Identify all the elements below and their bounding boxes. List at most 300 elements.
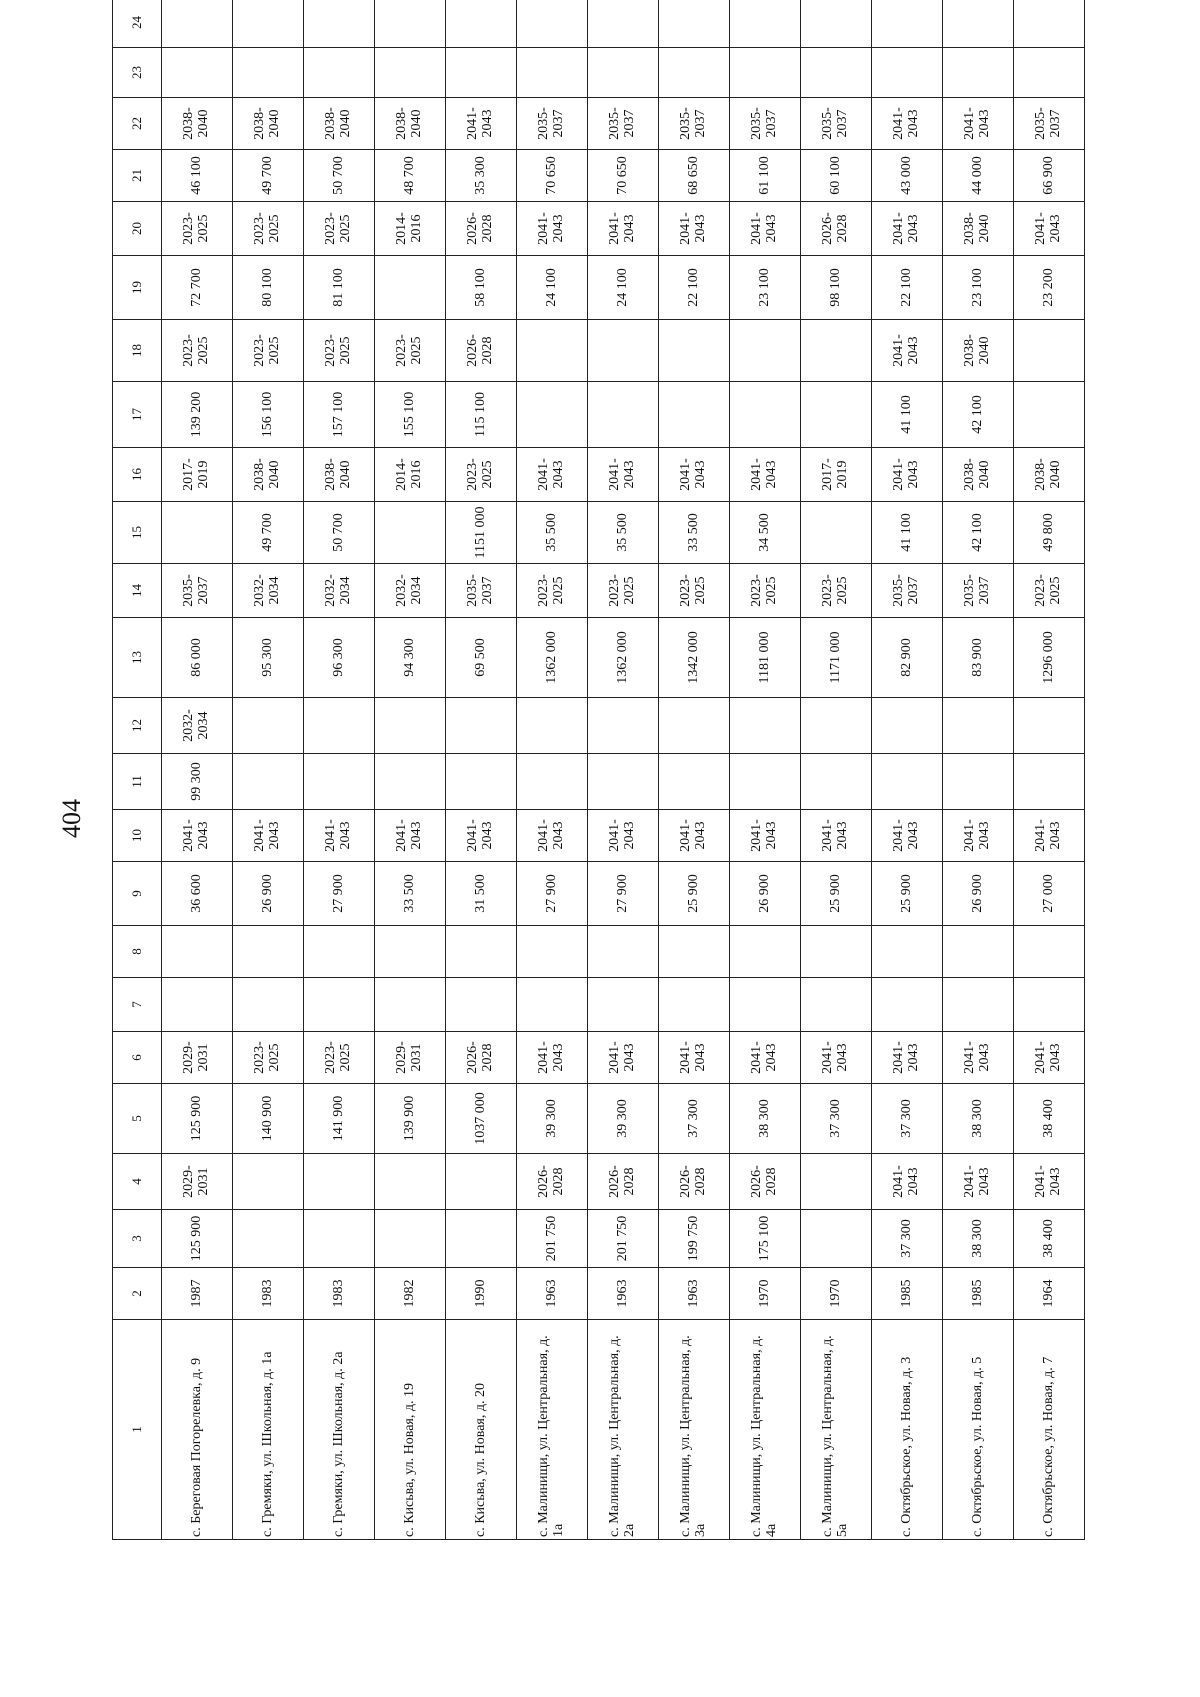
table-cell: [801, 0, 872, 48]
table-cell: [446, 926, 517, 978]
table-cell: 68 650: [659, 150, 730, 202]
table-cell: 2032-2034: [162, 698, 233, 754]
table-cell: [446, 698, 517, 754]
table-cell: 2023-2025: [162, 202, 233, 256]
table-cell: [801, 1210, 872, 1268]
table-cell: 42 100: [943, 502, 1014, 564]
table-cell: 2041-2043: [588, 448, 659, 502]
table-cell: 141 900: [304, 1084, 375, 1154]
address-cell: с. Октябрьское, ул. Новая, д. 5: [943, 1320, 1014, 1540]
table-cell: 2041-2043: [588, 202, 659, 256]
table-cell: 201 750: [517, 1210, 588, 1268]
table-cell: 2035-2037: [730, 98, 801, 150]
rotated-table-wrapper: [112, 16, 1063, 1540]
column-number-cell: 19: [113, 256, 162, 320]
table-cell: 60 100: [801, 150, 872, 202]
table-cell: 2017-2019: [162, 448, 233, 502]
table-cell: [801, 978, 872, 1032]
table-cell: [162, 502, 233, 564]
table-cell: 2041-2043: [588, 1032, 659, 1084]
table-cell: [1014, 754, 1085, 810]
table-cell: [233, 48, 304, 98]
table-cell: 2041-2043: [801, 1032, 872, 1084]
table-cell: 2023-2025: [375, 320, 446, 382]
table-cell: 2041-2043: [730, 448, 801, 502]
table-cell: [233, 698, 304, 754]
table-cell: [304, 698, 375, 754]
table-cell: 69 500: [446, 618, 517, 698]
table-cell: 2026-2028: [446, 1032, 517, 1084]
table-cell: [233, 0, 304, 48]
table-cell: 49 700: [233, 150, 304, 202]
table-cell: 38 300: [730, 1084, 801, 1154]
table-cell: 37 300: [872, 1210, 943, 1268]
table-cell: [233, 754, 304, 810]
table-cell: 2041-2043: [304, 810, 375, 862]
table-cell: 80 100: [233, 256, 304, 320]
table-cell: 2035-2037: [162, 564, 233, 618]
table-cell: 83 900: [943, 618, 1014, 698]
table-cell: 2032-2034: [375, 564, 446, 618]
table-cell: [588, 382, 659, 448]
table-cell: 201 750: [588, 1210, 659, 1268]
table-cell: 2041-2043: [1014, 810, 1085, 862]
table-cell: 37 300: [872, 1084, 943, 1154]
table-cell: 2041-2043: [730, 1032, 801, 1084]
column-number-cell: 22: [113, 98, 162, 150]
table-cell: [588, 926, 659, 978]
table-cell: [872, 926, 943, 978]
table-cell: 27 000: [1014, 862, 1085, 926]
table-cell: 39 300: [588, 1084, 659, 1154]
table-cell: 2023-2025: [517, 564, 588, 618]
table-cell: [588, 0, 659, 48]
table-cell: 2041-2043: [659, 448, 730, 502]
table-cell: [730, 754, 801, 810]
table-cell: [943, 978, 1014, 1032]
table-cell: [588, 48, 659, 98]
table-cell: [162, 0, 233, 48]
table-cell: 27 900: [304, 862, 375, 926]
table-cell: [517, 48, 588, 98]
table-cell: [659, 698, 730, 754]
table-cell: 86 000: [162, 618, 233, 698]
table-cell: 46 100: [162, 150, 233, 202]
table-frame: [112, 16, 1063, 1540]
column-number-cell: 18: [113, 320, 162, 382]
table-cell: [304, 48, 375, 98]
table-cell: [233, 1154, 304, 1210]
table-cell: 175 100: [730, 1210, 801, 1268]
table-cell: 2029-2031: [162, 1032, 233, 1084]
table-cell: 1296 000: [1014, 618, 1085, 698]
table-cell: [233, 978, 304, 1032]
table-cell: [659, 382, 730, 448]
table-cell: [588, 754, 659, 810]
table-cell: [730, 926, 801, 978]
table-cell: 1985: [943, 1268, 1014, 1320]
table-cell: 2038-2040: [304, 98, 375, 150]
table-cell: 82 900: [872, 618, 943, 698]
table-cell: [1014, 320, 1085, 382]
address-cell: с. Береговая Погорелевка, д. 9: [162, 1320, 233, 1540]
table-cell: 139 900: [375, 1084, 446, 1154]
table-cell: [588, 698, 659, 754]
table-cell: [659, 926, 730, 978]
table-cell: [730, 978, 801, 1032]
table-cell: [162, 48, 233, 98]
table-cell: 156 100: [233, 382, 304, 448]
table-cell: 2041-2043: [1014, 1032, 1085, 1084]
table-cell: 139 200: [162, 382, 233, 448]
table-cell: 125 900: [162, 1084, 233, 1154]
table-cell: [730, 0, 801, 48]
table-cell: 1963: [517, 1268, 588, 1320]
table-cell: [872, 48, 943, 98]
table-cell: 66 900: [1014, 150, 1085, 202]
table-cell: [446, 48, 517, 98]
table-cell: 38 300: [943, 1210, 1014, 1268]
column-number-cell: 23: [113, 48, 162, 98]
table-cell: [801, 754, 872, 810]
table-cell: 2041-2043: [943, 1032, 1014, 1084]
table-cell: 2023-2025: [162, 320, 233, 382]
table-cell: 35 300: [446, 150, 517, 202]
column-number-row: [113, 0, 162, 1540]
table-cell: 1151 000: [446, 502, 517, 564]
table-row: [659, 0, 730, 1540]
table-cell: 58 100: [446, 256, 517, 320]
column-number-cell: 21: [113, 150, 162, 202]
table-cell: 99 300: [162, 754, 233, 810]
table-cell: 70 650: [588, 150, 659, 202]
table-cell: 33 500: [659, 502, 730, 564]
table-cell: 2038-2040: [943, 202, 1014, 256]
table-cell: 96 300: [304, 618, 375, 698]
table-cell: 2023-2025: [730, 564, 801, 618]
table-cell: 2041-2043: [162, 810, 233, 862]
table-cell: 2035-2037: [801, 98, 872, 150]
table-cell: 1983: [304, 1268, 375, 1320]
table-cell: [375, 926, 446, 978]
table-cell: 2038-2040: [233, 98, 304, 150]
table-cell: 1990: [446, 1268, 517, 1320]
table-cell: 125 900: [162, 1210, 233, 1268]
table-row: [588, 0, 659, 1540]
table-cell: 2041-2043: [801, 810, 872, 862]
table-cell: 2014-2016: [375, 202, 446, 256]
table-cell: 2041-2043: [446, 98, 517, 150]
table-cell: 1963: [588, 1268, 659, 1320]
table-cell: [801, 1154, 872, 1210]
table-cell: 41 100: [872, 382, 943, 448]
table-cell: 2026-2028: [730, 1154, 801, 1210]
table-cell: [233, 926, 304, 978]
table-cell: [304, 926, 375, 978]
table-cell: 2041-2043: [659, 1032, 730, 1084]
table-cell: [517, 698, 588, 754]
table-cell: [517, 978, 588, 1032]
table-cell: 2029-2031: [162, 1154, 233, 1210]
table-cell: 72 700: [162, 256, 233, 320]
table-cell: [517, 0, 588, 48]
table-cell: 31 500: [446, 862, 517, 926]
table-cell: 38 400: [1014, 1084, 1085, 1154]
table-cell: [659, 48, 730, 98]
table-cell: 39 300: [517, 1084, 588, 1154]
table-cell: 1362 000: [517, 618, 588, 698]
table-cell: [943, 698, 1014, 754]
table-cell: 2041-2043: [588, 810, 659, 862]
table-cell: 1970: [801, 1268, 872, 1320]
table-cell: 2035-2037: [943, 564, 1014, 618]
table-cell: 49 700: [233, 502, 304, 564]
table-cell: 37 300: [659, 1084, 730, 1154]
table-cell: 22 100: [872, 256, 943, 320]
table-cell: 2023-2025: [446, 448, 517, 502]
table-cell: 2041-2043: [517, 448, 588, 502]
table-cell: 2041-2043: [872, 810, 943, 862]
table-cell: 2029-2031: [375, 1032, 446, 1084]
table-cell: 70 650: [517, 150, 588, 202]
table-cell: 1982: [375, 1268, 446, 1320]
table-cell: 50 700: [304, 150, 375, 202]
table-cell: 2032-2034: [233, 564, 304, 618]
column-number-cell: 1: [113, 1320, 162, 1540]
table-cell: 199 750: [659, 1210, 730, 1268]
table-cell: 36 600: [162, 862, 233, 926]
table-cell: [446, 1154, 517, 1210]
table-cell: 26 900: [943, 862, 1014, 926]
table-cell: 23 100: [730, 256, 801, 320]
table-cell: [872, 978, 943, 1032]
table-cell: 2023-2025: [233, 1032, 304, 1084]
table-cell: 157 100: [304, 382, 375, 448]
table-cell: 2023-2025: [801, 564, 872, 618]
table-cell: 2038-2040: [304, 448, 375, 502]
table-cell: 2038-2040: [162, 98, 233, 150]
table-cell: 2041-2043: [872, 202, 943, 256]
table-cell: 2023-2025: [588, 564, 659, 618]
column-number-cell: 5: [113, 1084, 162, 1154]
table-cell: 2041-2043: [446, 810, 517, 862]
table-cell: [659, 320, 730, 382]
table-cell: 1037 000: [446, 1084, 517, 1154]
table-cell: [517, 382, 588, 448]
column-number-cell: 11: [113, 754, 162, 810]
table-cell: 2038-2040: [233, 448, 304, 502]
repair-schedule-table: [112, 0, 1085, 1540]
column-number-cell: 15: [113, 502, 162, 564]
table-cell: 38 300: [943, 1084, 1014, 1154]
table-cell: 2041-2043: [872, 1154, 943, 1210]
table-cell: 25 900: [872, 862, 943, 926]
table-cell: 2026-2028: [659, 1154, 730, 1210]
table-cell: [943, 754, 1014, 810]
table-row: [233, 0, 304, 1540]
column-number-cell: 2: [113, 1268, 162, 1320]
table-cell: [375, 502, 446, 564]
table-cell: 2041-2043: [375, 810, 446, 862]
address-cell: с. Октябрьское, ул. Новая, д. 3: [872, 1320, 943, 1540]
column-number-cell: 7: [113, 978, 162, 1032]
table-cell: [375, 256, 446, 320]
address-cell: с. Малинищи, ул. Центральная, д. 2а: [588, 1320, 659, 1540]
address-cell: с. Малинищи, ул. Центральная, д. 5а: [801, 1320, 872, 1540]
table-cell: 1963: [659, 1268, 730, 1320]
table-cell: 1964: [1014, 1268, 1085, 1320]
table-cell: 50 700: [304, 502, 375, 564]
table-cell: 2035-2037: [872, 564, 943, 618]
table-cell: 2041-2043: [659, 810, 730, 862]
address-cell: с. Малинищи, ул. Центральная, д. 1а: [517, 1320, 588, 1540]
table-cell: 35 500: [588, 502, 659, 564]
table-cell: 2026-2028: [588, 1154, 659, 1210]
table-cell: [517, 754, 588, 810]
table-cell: [375, 1210, 446, 1268]
table-cell: 2035-2037: [588, 98, 659, 150]
table-cell: [375, 978, 446, 1032]
table-cell: 2041-2043: [943, 810, 1014, 862]
table-cell: 2035-2037: [659, 98, 730, 150]
table-cell: 2041-2043: [943, 98, 1014, 150]
table-row: [1014, 0, 1085, 1540]
table-cell: 27 900: [517, 862, 588, 926]
table-cell: [872, 0, 943, 48]
table-cell: 38 400: [1014, 1210, 1085, 1268]
table-cell: [730, 698, 801, 754]
address-cell: с. Гремяки, ул. Школьная, д. 2а: [304, 1320, 375, 1540]
table-cell: [517, 320, 588, 382]
table-cell: 2023-2025: [304, 320, 375, 382]
table-cell: 1171 000: [801, 618, 872, 698]
table-cell: [943, 48, 1014, 98]
table-cell: [446, 754, 517, 810]
table-cell: 2035-2037: [517, 98, 588, 150]
table-cell: 37 300: [801, 1084, 872, 1154]
table-cell: [375, 0, 446, 48]
table-cell: 25 900: [659, 862, 730, 926]
table-row: [730, 0, 801, 1540]
table-cell: 24 100: [517, 256, 588, 320]
column-number-cell: 3: [113, 1210, 162, 1268]
table-cell: [304, 1210, 375, 1268]
table-cell: 33 500: [375, 862, 446, 926]
table-cell: 27 900: [588, 862, 659, 926]
table-cell: 94 300: [375, 618, 446, 698]
table-cell: 2041-2043: [872, 448, 943, 502]
table-cell: 140 900: [233, 1084, 304, 1154]
table-cell: 2041-2043: [730, 810, 801, 862]
table-cell: 2035-2037: [446, 564, 517, 618]
table-cell: 43 000: [872, 150, 943, 202]
table-cell: 2035-2037: [1014, 98, 1085, 150]
table-cell: 25 900: [801, 862, 872, 926]
table-cell: 1970: [730, 1268, 801, 1320]
table-cell: [375, 1154, 446, 1210]
table-cell: 2023-2025: [233, 320, 304, 382]
table-cell: 2038-2040: [943, 320, 1014, 382]
table-cell: [659, 754, 730, 810]
column-number-cell: 24: [113, 0, 162, 48]
table-cell: 2041-2043: [659, 202, 730, 256]
table-cell: 2038-2040: [1014, 448, 1085, 502]
table-cell: [872, 698, 943, 754]
table-cell: [1014, 926, 1085, 978]
column-number-cell: 10: [113, 810, 162, 862]
page-number: 404: [57, 799, 86, 838]
table-cell: [375, 754, 446, 810]
table-cell: [730, 382, 801, 448]
table-cell: [801, 698, 872, 754]
column-number-cell: 12: [113, 698, 162, 754]
table-row: [304, 0, 375, 1540]
table-cell: 49 800: [1014, 502, 1085, 564]
table-cell: [304, 978, 375, 1032]
table-cell: 22 100: [659, 256, 730, 320]
column-number-cell: 4: [113, 1154, 162, 1210]
table-cell: 2041-2043: [517, 1032, 588, 1084]
column-number-cell: 13: [113, 618, 162, 698]
table-row: [446, 0, 517, 1540]
table-cell: 2014-2016: [375, 448, 446, 502]
table-cell: 2038-2040: [943, 448, 1014, 502]
table-cell: 155 100: [375, 382, 446, 448]
column-number-cell: 8: [113, 926, 162, 978]
column-number-cell: 17: [113, 382, 162, 448]
column-number-cell: 20: [113, 202, 162, 256]
table-cell: 1342 000: [659, 618, 730, 698]
column-number-cell: 16: [113, 448, 162, 502]
table-row: [375, 0, 446, 1540]
column-number-cell: 14: [113, 564, 162, 618]
table-cell: 2026-2028: [446, 202, 517, 256]
table-cell: [446, 1210, 517, 1268]
table-cell: [801, 382, 872, 448]
table-cell: [1014, 48, 1085, 98]
table-cell: 1181 000: [730, 618, 801, 698]
table-cell: 34 500: [730, 502, 801, 564]
table-cell: [517, 926, 588, 978]
table-row: [517, 0, 588, 1540]
table-cell: [375, 698, 446, 754]
table-row: [801, 0, 872, 1540]
table-cell: [659, 978, 730, 1032]
table-cell: [1014, 0, 1085, 48]
table-cell: [730, 320, 801, 382]
address-cell: с. Кисьва, ул. Новая, д. 19: [375, 1320, 446, 1540]
table-cell: [162, 978, 233, 1032]
table-cell: 24 100: [588, 256, 659, 320]
address-cell: с. Малинищи, ул. Центральная, д. 4а: [730, 1320, 801, 1540]
table-cell: 23 100: [943, 256, 1014, 320]
table-cell: 2023-2025: [304, 1032, 375, 1084]
table-cell: [304, 0, 375, 48]
table-cell: 2041-2043: [233, 810, 304, 862]
table-cell: [446, 0, 517, 48]
table-cell: [801, 320, 872, 382]
table-cell: 26 900: [730, 862, 801, 926]
table-cell: 1362 000: [588, 618, 659, 698]
table-cell: 2041-2043: [1014, 1154, 1085, 1210]
table-cell: 81 100: [304, 256, 375, 320]
table-cell: [375, 48, 446, 98]
table-cell: [304, 1154, 375, 1210]
table-cell: 1983: [233, 1268, 304, 1320]
table-cell: 2041-2043: [872, 98, 943, 150]
table-cell: 2023-2025: [1014, 564, 1085, 618]
table-cell: 2023-2025: [304, 202, 375, 256]
